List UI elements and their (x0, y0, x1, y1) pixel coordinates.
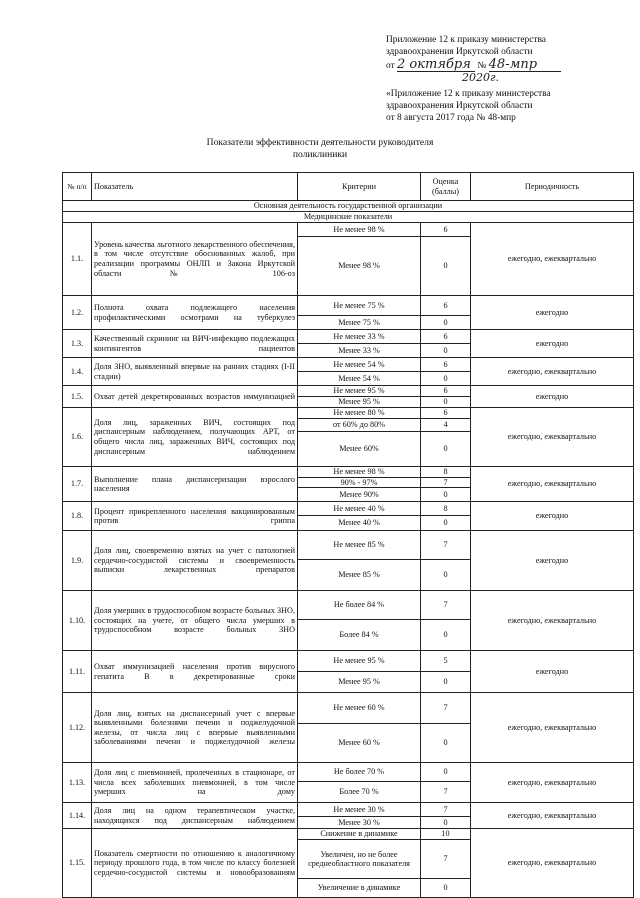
criterion: Не менее 98 % (298, 467, 421, 478)
indicator-text: Доля ЗНО, выявленный впервые на ранних стадиях (I-II стадии) (92, 358, 298, 386)
score: 7 (421, 477, 471, 488)
indicator-text: Охват иммунизацией населения против вирусного гепатита В в декретированные сроки (92, 651, 298, 693)
score: 0 (421, 316, 471, 330)
handwritten-number: 48-мпр (489, 59, 561, 72)
indicator-text: Доля лиц, зараженных ВИЧ, состоящих под диспансерным наблюдением, получающих АРТ, от общего числа лиц, зараженных ВИЧ, состоящих под диспансерным наблюдением (92, 408, 298, 467)
row-number: 1.11. (63, 651, 92, 693)
col-header-criteria: Критерии (298, 173, 421, 201)
criterion: Увеличение в динамике (298, 879, 421, 898)
header-line: здравоохранения Иркутской области (386, 101, 533, 111)
criterion: Не менее 95 % (298, 651, 421, 672)
table-row (63, 386, 634, 397)
document-title: Показатели эффективности деятельности руководителя поликлиники (206, 137, 434, 160)
score: 0 (421, 560, 471, 591)
score: 7 (421, 531, 471, 560)
criterion: Менее 95 % (298, 672, 421, 693)
criterion: Не менее 33 % (298, 330, 421, 344)
periodicity: ежегодно, ежеквартально (471, 467, 634, 502)
criterion: Не менее 95 % (298, 386, 421, 397)
table-row (63, 829, 634, 840)
criterion: Не менее 98 % (298, 223, 421, 237)
criterion: от 60% до 80% (298, 419, 421, 432)
criterion: Не более 70 % (298, 763, 421, 782)
table-row (63, 467, 634, 478)
table-row (63, 651, 634, 672)
score: 0 (421, 344, 471, 358)
indicators-table (62, 172, 634, 898)
row-number: 1.9. (63, 531, 92, 591)
indicator-text: Выполнение плана диспансеризации взрослого населения (92, 467, 298, 502)
criterion: Менее 60 % (298, 724, 421, 763)
row-number: 1.8. (63, 502, 92, 531)
table-row (63, 763, 634, 782)
table-row (63, 531, 634, 560)
indicator-text: Процент прикрепленного населения вакцинированным против гриппа (92, 502, 298, 531)
table-header-row (63, 173, 634, 201)
row-number: 1.5. (63, 386, 92, 408)
criterion: Менее 85 % (298, 560, 421, 591)
criterion: Менее 90% (298, 488, 421, 502)
table-row (63, 330, 634, 344)
periodicity: ежегодно, ежеквартально (471, 408, 634, 467)
section-row: Основная деятельность государственной организации (63, 201, 634, 212)
score: 7 (421, 840, 471, 879)
criterion: Не менее 80 % (298, 408, 421, 419)
header-line: «Приложение 12 к приказу министерства (386, 89, 551, 99)
score: 6 (421, 386, 471, 397)
header-line: от 8 августа 2017 года № 48-мпр (386, 113, 516, 123)
criterion: Менее 98 % (298, 237, 421, 296)
score: 8 (421, 467, 471, 478)
indicator-text: Доля лиц на одном терапевтическом участке, находящихся под диспансерным наблюдением (92, 803, 298, 829)
table-row (63, 358, 634, 372)
score: 0 (421, 724, 471, 763)
score: 10 (421, 829, 471, 840)
score: 0 (421, 516, 471, 531)
periodicity: ежегодно (471, 531, 634, 591)
indicator-text: Доля лиц, взятых на диспансерный учет с впервые выявленными болезнями печени и поджелудочной железы, от числа лиц с впервые выявленными заболеваниями печени и поджелудочной железы (92, 693, 298, 763)
row-number: 1.15. (63, 829, 92, 898)
indicator-text: Полнота охвата подлежащего населения профилактическими осмотрами на туберкулез (92, 296, 298, 330)
criterion: Не менее 60 % (298, 693, 421, 724)
periodicity: ежегодно, ежеквартально (471, 358, 634, 386)
criterion: Менее 95 % (298, 397, 421, 408)
score: 5 (421, 651, 471, 672)
criterion: Более 84 % (298, 620, 421, 651)
row-number: 1.6. (63, 408, 92, 467)
score: 0 (421, 672, 471, 693)
periodicity: ежегодно (471, 651, 634, 693)
criterion: 90% - 97% (298, 477, 421, 488)
row-number: 1.2. (63, 296, 92, 330)
periodicity: ежегодно, ежеквартально (471, 591, 634, 651)
header-date-line: от 2 октября № 48-мпр (386, 59, 631, 72)
row-number: 1.13. (63, 763, 92, 803)
criterion: Увеличен, но не более среднеобластного показателя (298, 840, 421, 879)
handwritten-date: 2 октября (397, 59, 475, 72)
criterion: Менее 54 % (298, 372, 421, 386)
score: 4 (421, 419, 471, 432)
indicator-text: Уровень качества льготного лекарственного обеспечения, в том числе отсутствие обоснованных жалоб, при реализации программы ОНЛП и Закона Иркутской области № 106-оз (92, 223, 298, 296)
periodicity: ежегодно (471, 296, 634, 330)
criterion: Не менее 30 % (298, 803, 421, 817)
table-row (63, 591, 634, 620)
periodicity: ежегодно (471, 386, 634, 408)
indicator-text: Доля умерших в трудоспособном возрасте больных ЗНО, состоящих на учете, от общего числа умерших в трудоспособном возрасте больных ЗНО (92, 591, 298, 651)
criterion: Менее 60% (298, 432, 421, 467)
criterion: Не менее 54 % (298, 358, 421, 372)
periodicity: ежегодно, ежеквартально (471, 223, 634, 296)
subsection-row: Медицинские показатели (63, 212, 634, 223)
score: 0 (421, 372, 471, 386)
periodicity: ежегодно, ежеквартально (471, 693, 634, 763)
criterion: Не менее 75 % (298, 296, 421, 316)
row-number: 1.3. (63, 330, 92, 358)
indicator-text: Доля лиц с пневмонией, пролеченных в стационаре, от числа всех заболевших пневмонией, в том числе умерших на дому (92, 763, 298, 803)
score: 6 (421, 330, 471, 344)
criterion: Снижение в динамике (298, 829, 421, 840)
criterion: Более 70 % (298, 782, 421, 803)
periodicity: ежегодно, ежеквартально (471, 829, 634, 898)
score: 0 (421, 817, 471, 829)
score: 0 (421, 397, 471, 408)
score: 0 (421, 488, 471, 502)
score: 7 (421, 591, 471, 620)
table-row (63, 408, 634, 419)
order-header (386, 34, 631, 124)
criterion: Менее 33 % (298, 344, 421, 358)
periodicity: ежегодно, ежеквартально (471, 803, 634, 829)
col-header-period: Периодичность (471, 173, 634, 201)
score: 7 (421, 782, 471, 803)
score: 0 (421, 763, 471, 782)
row-number: 1.4. (63, 358, 92, 386)
criterion: Не более 84 % (298, 591, 421, 620)
criterion: Не менее 40 % (298, 502, 421, 516)
score: 0 (421, 879, 471, 898)
indicator-text: Охват детей декретированных возрастов иммунизацией (92, 386, 298, 408)
row-number: 1.7. (63, 467, 92, 502)
score: 7 (421, 803, 471, 817)
score: 6 (421, 223, 471, 237)
score: 7 (421, 693, 471, 724)
col-header-num: № п/п (63, 173, 92, 201)
score: 6 (421, 296, 471, 316)
score: 0 (421, 620, 471, 651)
periodicity: ежегодно (471, 502, 634, 531)
row-number: 1.1. (63, 223, 92, 296)
criterion: Менее 30 % (298, 817, 421, 829)
row-number: 1.10. (63, 591, 92, 651)
criterion: Менее 40 % (298, 516, 421, 531)
row-number: 1.14. (63, 803, 92, 829)
table-row (63, 223, 634, 237)
indicator-text: Показатель смертности по отношению к аналогичному периоду прошлого года, в том числе по классу болезней сердечно-сосудистой системы и новообразованиям (92, 829, 298, 898)
col-header-score: Оценка (баллы) (421, 173, 471, 201)
table-row (63, 803, 634, 817)
score: 6 (421, 358, 471, 372)
periodicity: ежегодно (471, 330, 634, 358)
criterion: Менее 75 % (298, 316, 421, 330)
indicator-text: Качественный скрининг на ВИЧ-инфекцию подлежащих контингентов пациентов (92, 330, 298, 358)
table-row (63, 296, 634, 316)
periodicity: ежегодно, ежеквартально (471, 763, 634, 803)
criterion: Не менее 85 % (298, 531, 421, 560)
score: 0 (421, 237, 471, 296)
score: 0 (421, 432, 471, 467)
score: 6 (421, 408, 471, 419)
table-row (63, 693, 634, 724)
table-row (63, 502, 634, 516)
handwritten-year: 2020г. (462, 71, 500, 84)
indicator-text: Доля лиц, своевременно взятых на учет с патологией сердечно-сосудистой системы и своевременность выписки лекарственных препаратов (92, 531, 298, 591)
score: 8 (421, 502, 471, 516)
header-line: здравоохранения Иркутской области (386, 47, 533, 57)
header-line: Приложение 12 к приказу министерства (386, 35, 546, 45)
col-header-indicator: Показатель (92, 173, 298, 201)
row-number: 1.12. (63, 693, 92, 763)
